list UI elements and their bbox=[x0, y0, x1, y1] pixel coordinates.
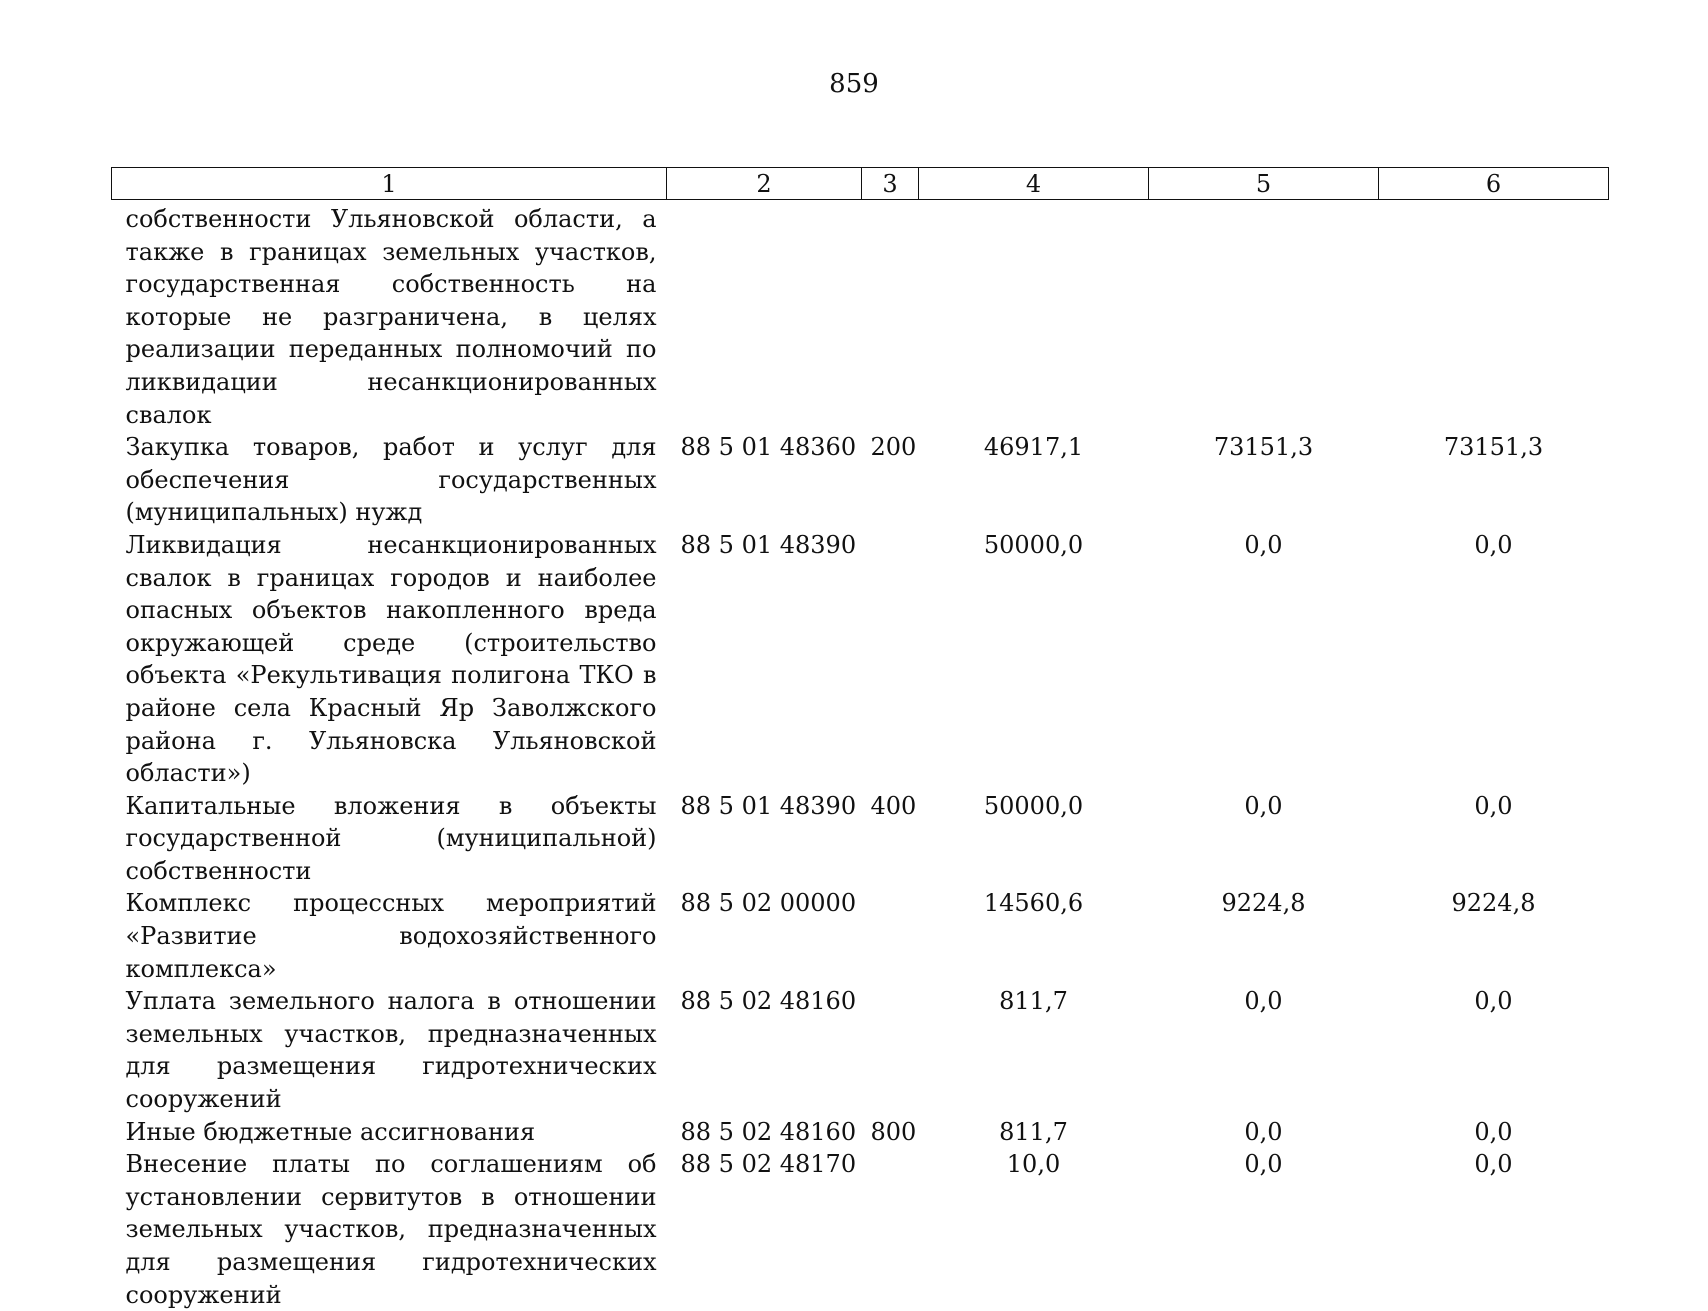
row-value-col4: 46917,1 bbox=[919, 431, 1149, 529]
row-value-col6: 73151,3 bbox=[1379, 431, 1609, 529]
row-code: 88 5 01 48360 bbox=[667, 431, 862, 529]
row-expense-type bbox=[862, 985, 919, 1115]
row-value-col5: 0,0 bbox=[1149, 985, 1379, 1115]
row-value-col6: 0,0 bbox=[1379, 790, 1609, 888]
header-col-5: 5 bbox=[1149, 168, 1379, 200]
table-row bbox=[112, 1148, 1609, 1311]
row-value-col4: 811,7 bbox=[919, 1116, 1149, 1149]
row-expense-type bbox=[862, 529, 919, 790]
row-value-col4: 10,0 bbox=[919, 1148, 1149, 1311]
header-col-4: 4 bbox=[919, 168, 1149, 200]
row-name: Уплата земельного налога в отношении земельных участков, предназначенных для размещения гидротехнических сооружений bbox=[112, 985, 667, 1115]
row-name: Внесение платы по соглашениям об установлении сервитутов в отношении земельных участков, предназначенных для размещения гидротехнических сооружений bbox=[112, 1148, 667, 1311]
row-code: 88 5 02 48160 bbox=[667, 1116, 862, 1149]
row-expense-type: 800 bbox=[862, 1116, 919, 1149]
row-name: собственности Ульяновской области, а также в границах земельных участков, государственная собственность на которые не разграничена, в целях реализации переданных полномочий по ликвидации несанкционированных свалок bbox=[112, 200, 667, 432]
row-value-col5: 0,0 bbox=[1149, 529, 1379, 790]
table-row bbox=[112, 790, 1609, 888]
row-expense-type bbox=[862, 1148, 919, 1311]
row-value-col6: 0,0 bbox=[1379, 985, 1609, 1115]
row-value-col5: 0,0 bbox=[1149, 790, 1379, 888]
row-code: 88 5 01 48390 bbox=[667, 529, 862, 790]
row-value-col5: 0,0 bbox=[1149, 1116, 1379, 1149]
row-expense-type bbox=[862, 200, 919, 432]
row-value-col4: 811,7 bbox=[919, 985, 1149, 1115]
row-value-col5: 9224,8 bbox=[1149, 887, 1379, 985]
page-number: 859 bbox=[0, 67, 1708, 101]
row-expense-type: 400 bbox=[862, 790, 919, 888]
row-expense-type: 200 bbox=[862, 431, 919, 529]
table-row bbox=[112, 887, 1609, 985]
row-value-col6: 0,0 bbox=[1379, 1116, 1609, 1149]
header-col-2: 2 bbox=[667, 168, 862, 200]
table-row bbox=[112, 431, 1609, 529]
row-code bbox=[667, 200, 862, 432]
row-value-col4: 50000,0 bbox=[919, 790, 1149, 888]
row-value-col6: 9224,8 bbox=[1379, 887, 1609, 985]
row-name: Капитальные вложения в объекты государственной (муниципальной) собственности bbox=[112, 790, 667, 888]
row-value-col6 bbox=[1379, 200, 1609, 432]
row-code: 88 5 01 48390 bbox=[667, 790, 862, 888]
row-value-col6: 0,0 bbox=[1379, 1148, 1609, 1311]
table-header bbox=[112, 168, 1609, 200]
row-name: Закупка товаров, работ и услуг для обеспечения государственных (муниципальных) нужд bbox=[112, 431, 667, 529]
row-expense-type bbox=[862, 887, 919, 985]
header-col-1: 1 bbox=[112, 168, 667, 200]
table-body bbox=[112, 200, 1609, 1311]
row-code: 88 5 02 48170 bbox=[667, 1148, 862, 1311]
table-row bbox=[112, 200, 1609, 432]
header-col-6: 6 bbox=[1379, 168, 1609, 200]
row-code: 88 5 02 48160 bbox=[667, 985, 862, 1115]
row-name: Комплекс процессных мероприятий «Развитие водохозяйственного комплекса» bbox=[112, 887, 667, 985]
table-row bbox=[112, 985, 1609, 1115]
table-row bbox=[112, 529, 1609, 790]
row-name: Ликвидация несанкционированных свалок в границах городов и наиболее опасных объектов накопленного вреда окружающей среде (строительство объекта «Рекультивация полигона ТКО в районе села Красный Яр Заволжского района г. Ульяновска Ульяновской области») bbox=[112, 529, 667, 790]
budget-table bbox=[111, 167, 1609, 1311]
row-value-col5: 73151,3 bbox=[1149, 431, 1379, 529]
row-value-col4 bbox=[919, 200, 1149, 432]
row-code: 88 5 02 00000 bbox=[667, 887, 862, 985]
row-name: Иные бюджетные ассигнования bbox=[112, 1116, 667, 1149]
row-value-col6: 0,0 bbox=[1379, 529, 1609, 790]
header-col-3: 3 bbox=[862, 168, 919, 200]
row-value-col5 bbox=[1149, 200, 1379, 432]
row-value-col5: 0,0 bbox=[1149, 1148, 1379, 1311]
header-row bbox=[112, 168, 1609, 200]
row-value-col4: 14560,6 bbox=[919, 887, 1149, 985]
table-row bbox=[112, 1116, 1609, 1149]
row-value-col4: 50000,0 bbox=[919, 529, 1149, 790]
